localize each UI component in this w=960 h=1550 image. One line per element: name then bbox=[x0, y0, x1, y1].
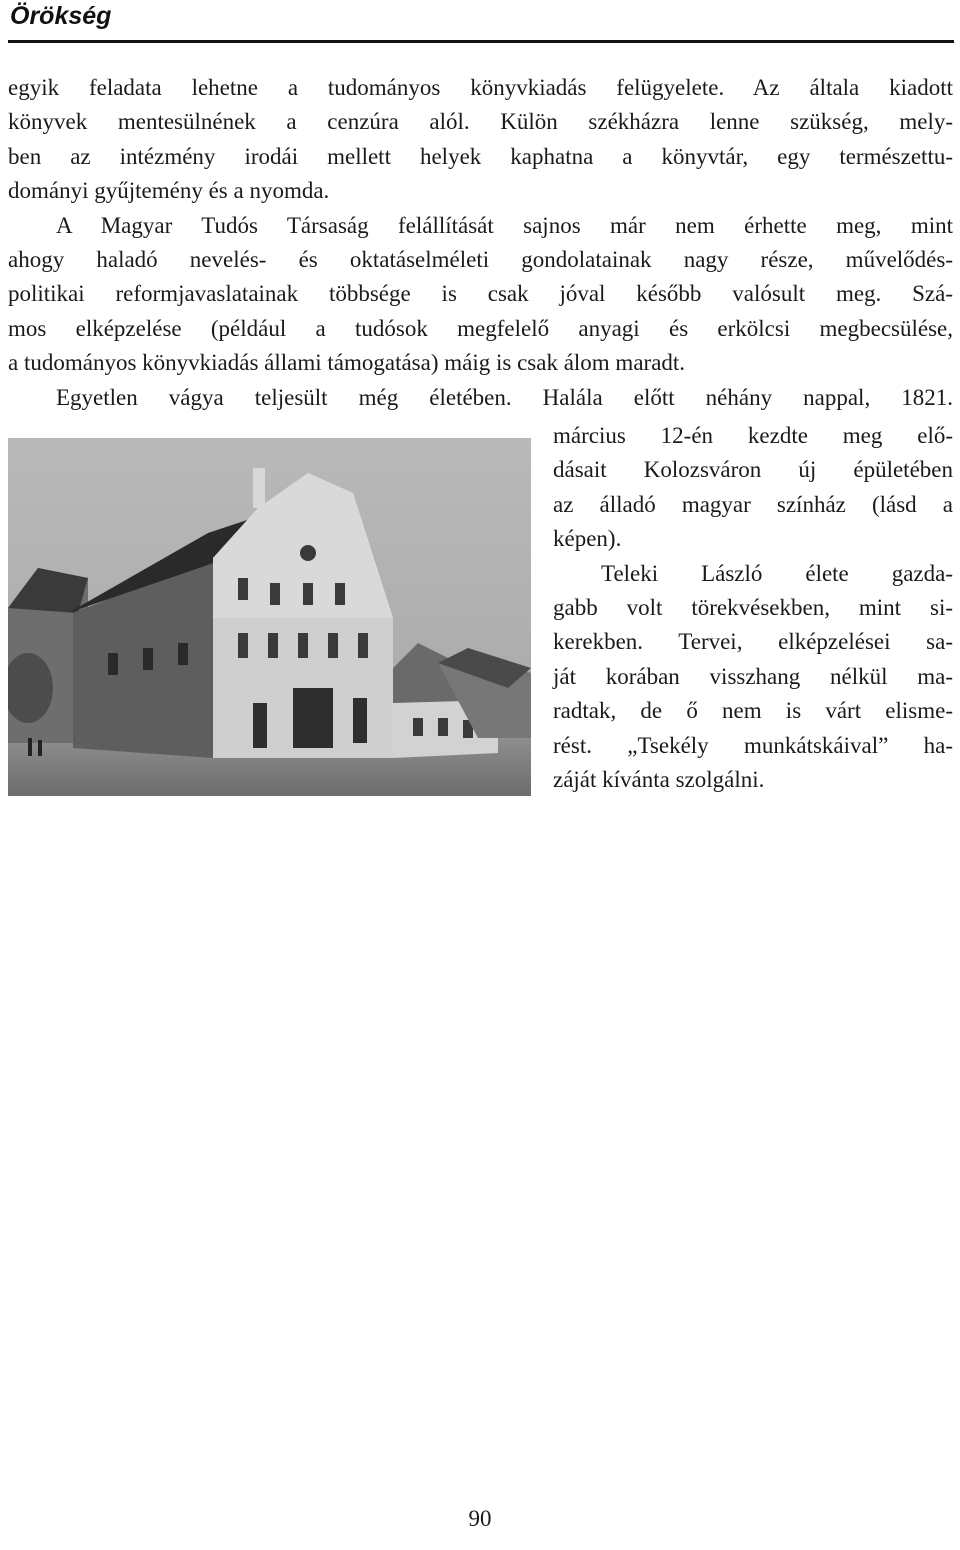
page-number: 90 bbox=[468, 1506, 492, 1531]
running-header bbox=[8, 0, 954, 43]
theater-photo-illustration bbox=[8, 438, 531, 796]
text-line: Egyetlen vágya teljesült még életében. Halála előtt néhány nappal, 1821. bbox=[56, 384, 953, 410]
text-line: gabb volt törekvésekben, mint si- bbox=[553, 594, 953, 620]
text-line: ját korában visszhang nélkül ma- bbox=[553, 663, 953, 689]
running-header-title: Örökség bbox=[10, 2, 112, 30]
text-line: rést. „Tsekély munkátskáival” ha- bbox=[553, 732, 953, 758]
text-line: ahogy haladó nevelés- és oktatáselméleti gondolatainak nagy része, művelődés- bbox=[8, 246, 953, 272]
text-line: a tudományos könyvkiadás állami támogatása) máig is csak álom maradt. bbox=[8, 350, 686, 376]
text-line: az álladó magyar színház (lásd a bbox=[553, 491, 953, 517]
side-text bbox=[553, 419, 953, 797]
text-line: politikai reformjavaslatainak többsége is csak jóval később valósult meg. Szá- bbox=[8, 281, 953, 307]
text-line: mos elképzelése (például a tudósok megfelelő anyagi és erkölcsi megbecsülése, bbox=[8, 315, 953, 341]
text-line: dományi gyűjtemény és a nyomda. bbox=[8, 178, 330, 204]
text-line: képen). bbox=[553, 526, 622, 552]
text-line: kerekben. Tervei, elképzelései sa- bbox=[553, 629, 953, 655]
text-line: záját kívánta szolgálni. bbox=[553, 766, 765, 792]
text-line: radtak, de ő nem is várt elisme- bbox=[553, 698, 953, 724]
text-line: március 12-én kezdte meg elő- bbox=[553, 423, 953, 448]
text-line: dásait Kolozsváron új épületében bbox=[553, 457, 953, 483]
text-line: ben az intézmény irodái mellett helyek kaphatna a könyvtár, egy természettu- bbox=[8, 143, 953, 169]
text-line: Teleki László élete gazda- bbox=[601, 560, 953, 586]
text-line: egyik feladata lehetne a tudományos könyvkiadás felügyelete. Az általa kiadott bbox=[8, 75, 953, 100]
text-line: A Magyar Tudós Társaság felállítását sajnos már nem érhette meg, mint bbox=[56, 212, 953, 238]
theater-photo bbox=[8, 438, 531, 796]
main-text bbox=[8, 71, 953, 415]
text-line: könyvek mentesülnének a cenzúra alól. Külön székházra lenne szükség, mely- bbox=[8, 109, 953, 135]
